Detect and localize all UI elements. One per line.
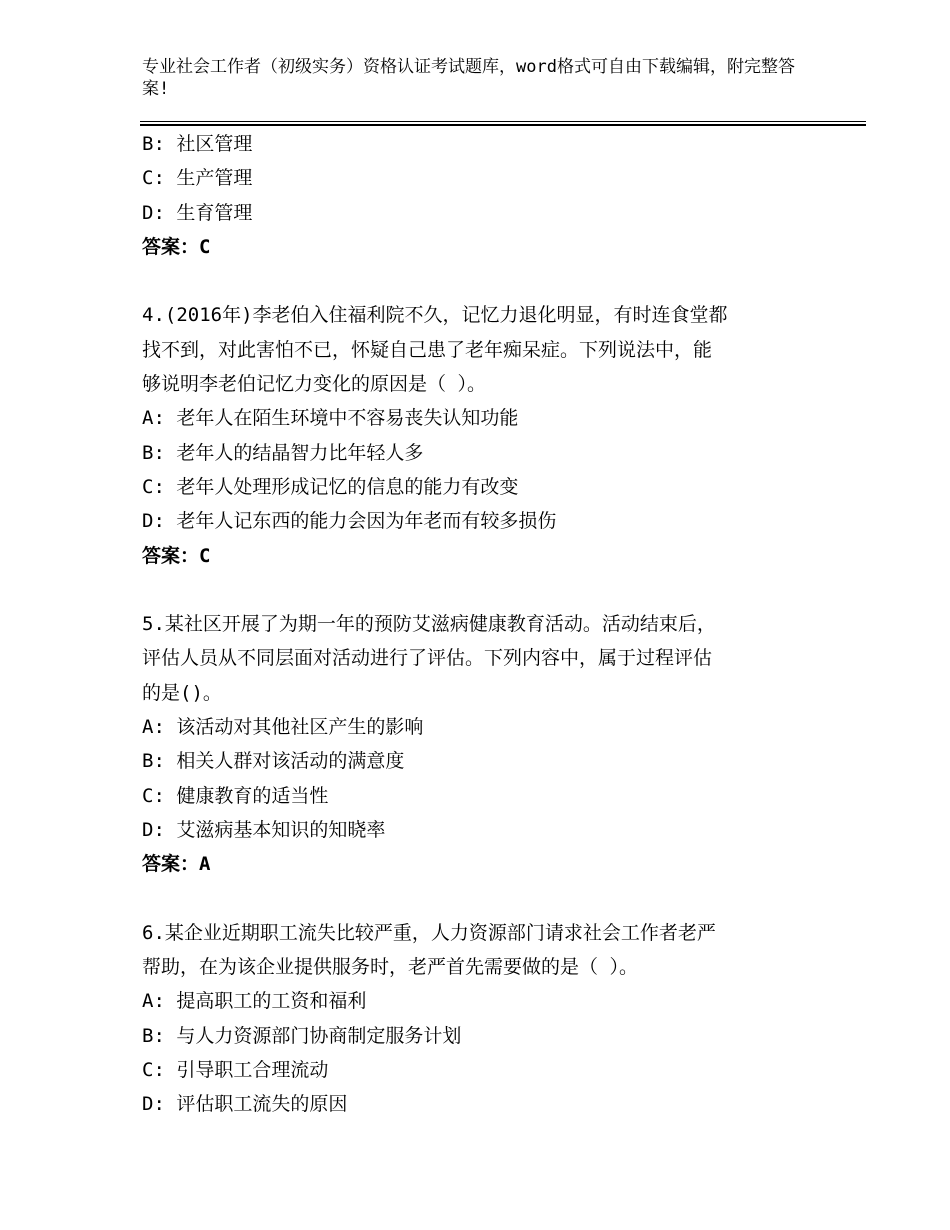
option-d: D: 艾滋病基本知识的知晓率 bbox=[142, 818, 386, 841]
option-c: C: 老年人处理形成记忆的信息的能力有改变 bbox=[142, 475, 519, 498]
question-6 bbox=[142, 916, 812, 1122]
question-stem: 6.某企业近期职工流失比较严重，人力资源部门请求社会工作者老严 bbox=[142, 921, 716, 944]
page-header: 专业社会工作者（初级实务）资格认证考试题库，word格式可自由下载编辑，附完整答案! bbox=[142, 57, 795, 99]
option-c: C: 引导职工合理流动 bbox=[142, 1059, 329, 1082]
option-c: C: 健康教育的适当性 bbox=[142, 784, 329, 807]
question-content bbox=[142, 127, 812, 1122]
question-4 bbox=[142, 298, 812, 572]
question-stem: 帮助，在为该企业提供服务时，老严首先需要做的是（ ）。 bbox=[142, 956, 638, 979]
option-d: D: 生育管理 bbox=[142, 201, 253, 224]
answer: 答案：A bbox=[142, 853, 211, 876]
question-stem: 4.(2016年)李老伯入住福利院不久，记忆力退化明显，有时连食堂都 bbox=[142, 304, 728, 327]
option-b: B: 社区管理 bbox=[142, 133, 253, 155]
option-b: B: 相关人群对该活动的满意度 bbox=[142, 750, 405, 773]
option-d: D: 老年人记东西的能力会因为年老而有较多损伤 bbox=[142, 510, 557, 533]
question-5 bbox=[142, 607, 812, 881]
spacer bbox=[142, 573, 812, 607]
answer: 答案：C bbox=[142, 544, 211, 567]
question-stem: 够说明李老伯记忆力变化的原因是（ ）。 bbox=[142, 373, 486, 396]
prev-question bbox=[142, 127, 812, 264]
question-stem: 5.某社区开展了为期一年的预防艾滋病健康教育活动。活动结束后， bbox=[142, 613, 716, 636]
spacer bbox=[142, 882, 812, 916]
header-rule-thick bbox=[140, 124, 866, 126]
option-d: D: 评估职工流失的原因 bbox=[142, 1093, 348, 1116]
header-rule-thin bbox=[140, 121, 866, 122]
question-stem: 找不到，对此害怕不已，怀疑自己患了老年痴呆症。下列说法中，能 bbox=[142, 338, 713, 361]
option-a: A: 提高职工的工资和福利 bbox=[142, 990, 367, 1013]
answer: 答案：C bbox=[142, 235, 211, 258]
question-stem: 的是()。 bbox=[142, 681, 222, 704]
question-stem: 评估人员从不同层面对活动进行了评估。下列内容中，属于过程评估 bbox=[142, 647, 713, 670]
option-a: A: 该活动对其他社区产生的影响 bbox=[142, 716, 424, 739]
option-b: B: 老年人的结晶智力比年轻人多 bbox=[142, 441, 424, 464]
option-b: B: 与人力资源部门协商制定服务计划 bbox=[142, 1024, 462, 1047]
option-c: C: 生产管理 bbox=[142, 167, 253, 190]
option-a: A: 老年人在陌生环境中不容易丧失认知功能 bbox=[142, 407, 519, 430]
spacer bbox=[142, 264, 812, 298]
